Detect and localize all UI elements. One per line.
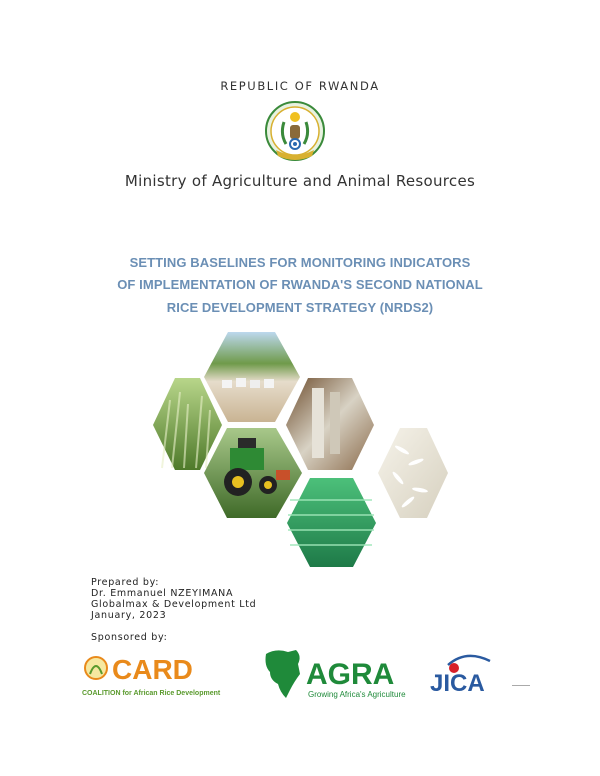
rice-mill-photo bbox=[286, 378, 374, 470]
author-organization: Globalmax & Development Ltd bbox=[91, 599, 257, 610]
sponsored-by-label: Sponsored by: bbox=[91, 632, 168, 643]
jica-logo bbox=[426, 651, 506, 696]
divider-line bbox=[512, 685, 530, 686]
card-wordmark: CARD bbox=[112, 654, 193, 685]
rice-grains-photo bbox=[378, 428, 448, 518]
tractor-photo bbox=[204, 428, 302, 518]
report-title-line-2: OF IMPLEMENTATION OF RWANDA'S SECOND NATIONAL bbox=[117, 277, 483, 292]
card-tagline: COALITION for African Rice Development bbox=[82, 690, 221, 697]
rice-field-photo bbox=[153, 378, 222, 470]
rice-bags-photo bbox=[287, 478, 376, 567]
country-heading: REPUBLIC OF RWANDA bbox=[220, 79, 380, 93]
drying-yard-photo bbox=[204, 332, 300, 422]
agra-tagline: Growing Africa's Agriculture bbox=[308, 690, 406, 699]
rwanda-seal-emblem bbox=[264, 100, 326, 166]
prepared-by-label: Prepared by: bbox=[91, 577, 160, 588]
report-title-line-3: RICE DEVELOPMENT STRATEGY (NRDS2) bbox=[166, 300, 434, 315]
agra-logo bbox=[262, 646, 407, 701]
agra-wordmark: AGRA bbox=[306, 658, 395, 691]
author-name: Dr. Emmanuel NZEYIMANA bbox=[91, 588, 234, 599]
ministry-name: Ministry of Agriculture and Animal Resources bbox=[124, 172, 476, 190]
jica-wordmark: JICA bbox=[430, 670, 485, 696]
report-title-line-1: SETTING BASELINES FOR MONITORING INDICATORS bbox=[129, 255, 471, 270]
photo-hexagon-collage bbox=[150, 330, 450, 575]
card-logo bbox=[82, 650, 252, 700]
report-date: January, 2023 bbox=[91, 610, 167, 621]
